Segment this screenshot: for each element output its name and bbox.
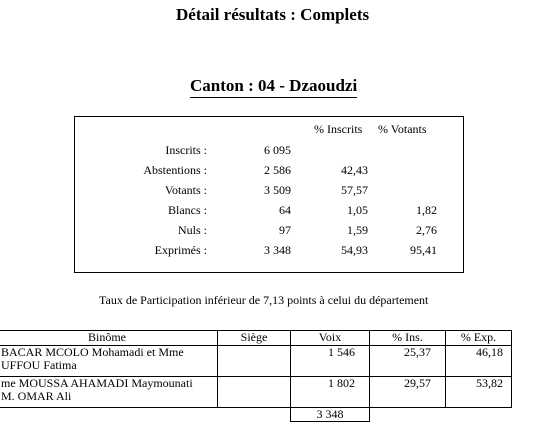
summary-value: 2 586: [264, 163, 291, 177]
voix-cell: 1 546: [291, 346, 370, 377]
candidate-cell: BACAR MCOLO Mohamadi et Mme UFFOU Fatima: [0, 346, 218, 377]
summary-label: Exprimés :: [154, 243, 207, 257]
header-pct-votants: % Votants: [378, 122, 427, 136]
summary-pct-inscrits: 54,93: [341, 243, 368, 257]
header-binome: Binôme: [0, 331, 218, 346]
header-pct-ins: % Ins.: [370, 331, 446, 346]
pct-exp-cell: 46,18: [446, 346, 512, 377]
results-table: [0, 330, 512, 422]
summary-label: Nuls :: [177, 223, 207, 237]
candidate-cell: me MOUSSA AHAMADI Maymounati M. OMAR Ali: [0, 377, 218, 408]
header-siege: Siège: [218, 331, 291, 346]
total-row: [0, 408, 512, 422]
canton-heading: Canton : 04 - Dzaoudzi: [190, 76, 357, 98]
pct-ins-cell: 29,57: [370, 377, 446, 408]
summary-pct-votants: 95,41: [410, 243, 437, 257]
summary-pct-inscrits: 1,59: [347, 223, 368, 237]
summary-value: 3 348: [264, 243, 291, 257]
siege-cell: [218, 377, 291, 408]
summary-value: 6 095: [264, 143, 291, 157]
summary-label: Abstentions :: [143, 163, 207, 177]
summary-value: 64: [279, 203, 291, 217]
table-row: [0, 377, 512, 408]
siege-cell: [218, 346, 291, 377]
summary-pct-inscrits: 1,05: [347, 203, 368, 217]
summary-label: Inscrits :: [165, 143, 207, 157]
summary-pct-votants: 1,82: [416, 203, 437, 217]
summary-pct-votants: 2,76: [416, 223, 437, 237]
pct-exp-cell: 53,82: [446, 377, 512, 408]
summary-value: 97: [279, 223, 291, 237]
header-pct-exp: % Exp.: [446, 331, 512, 346]
header-voix: Voix: [291, 331, 370, 346]
summary-table: [74, 116, 464, 273]
summary-pct-inscrits: 57,57: [341, 183, 368, 197]
participation-note: Taux de Participation inférieur de 7,13 points à celui du département: [99, 293, 429, 307]
summary-pct-inscrits: 42,43: [341, 163, 368, 177]
table-row: [0, 346, 512, 377]
results-header-row: [0, 331, 512, 346]
header-pct-inscrits: % Inscrits: [314, 122, 363, 136]
page-title: Détail résultats : Complets: [176, 5, 370, 24]
voix-cell: 1 802: [291, 377, 370, 408]
pct-ins-cell: 25,37: [370, 346, 446, 377]
total-voix: 3 348: [291, 408, 370, 422]
summary-label: Blancs :: [168, 203, 207, 217]
summary-label: Votants :: [164, 183, 207, 197]
summary-value: 3 509: [264, 183, 291, 197]
